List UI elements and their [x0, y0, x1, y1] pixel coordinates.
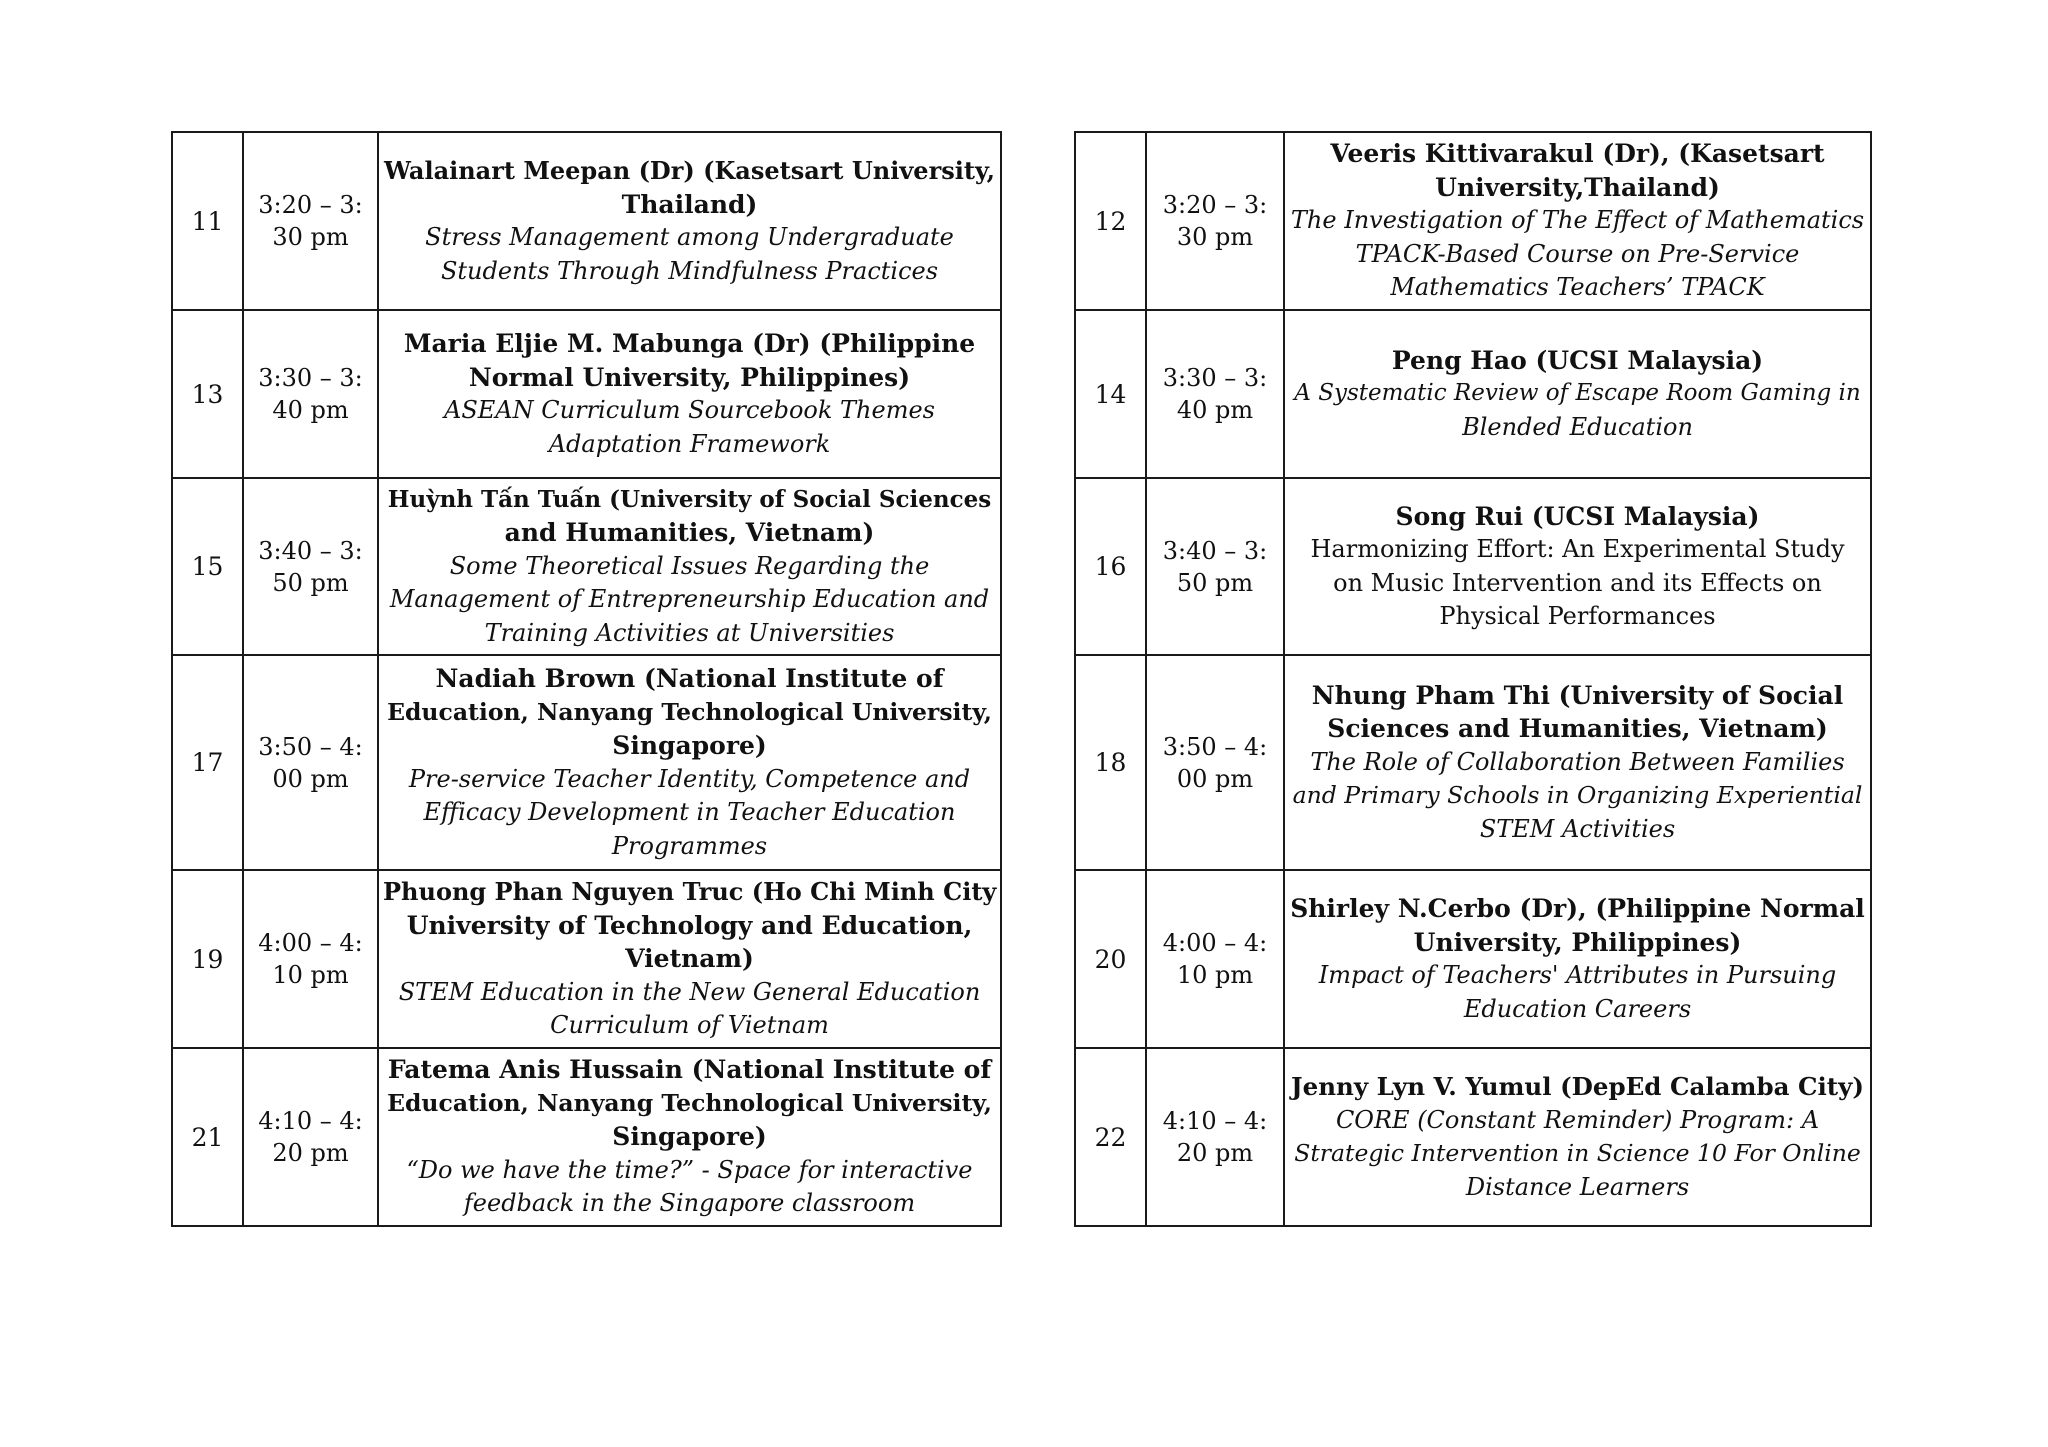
time-slot: 4:10 – 4: 20 pm: [1146, 1048, 1284, 1226]
presentation-title: ASEAN Curriculum Sourcebook Themes Adaptation Framework: [444, 396, 935, 458]
presentation-title: Stress Management among Undergraduate Students Through Mindfulness Practices: [425, 223, 954, 285]
session-number: 22: [1075, 1048, 1146, 1226]
presentation-details: [1284, 1048, 1871, 1226]
table-row: [1075, 870, 1871, 1048]
table-row: [1075, 655, 1871, 870]
presentation-title: The Role of Collaboration Between Families and Primary Schools in Organizing Experiential STEM Activities: [1292, 747, 1863, 843]
time-slot: 3:20 – 3: 30 pm: [1146, 132, 1284, 310]
time-slot: 4:00 – 4: 10 pm: [243, 870, 378, 1048]
presentation-details: [1284, 132, 1871, 310]
table-row: [172, 132, 1001, 310]
table-row: [172, 870, 1001, 1048]
schedule-table-left: [171, 131, 1002, 1227]
speaker-name: Walainart Meepan (Dr) (Kasetsart University, Thailand): [384, 156, 995, 219]
presentation-details: [378, 1048, 1001, 1226]
presentation-details: [1284, 310, 1871, 478]
table-row: [172, 310, 1001, 478]
speaker-name: Huỳnh Tấn Tuấn (University of Social Sciences and Humanities, Vietnam): [387, 485, 992, 548]
time-slot: 3:30 – 3: 40 pm: [243, 310, 378, 478]
presentation-details: [378, 132, 1001, 310]
presentation-details: [378, 870, 1001, 1048]
presentation-title: Harmonizing Effort: An Experimental Study on Music Intervention and its Effects on Physical Performances: [1310, 535, 1845, 630]
presentation-title: A Systematic Review of Escape Room Gaming in Blended Education: [1294, 380, 1861, 441]
speaker-name: Shirley N.Cerbo (Dr), (Philippine Normal University, Philippines): [1290, 894, 1865, 957]
table-row: [1075, 310, 1871, 478]
speaker-name: Nhung Pham Thi (University of Social Sciences and Humanities, Vietnam): [1311, 680, 1844, 744]
table-row: [1075, 1048, 1871, 1226]
time-slot: 4:00 – 4: 10 pm: [1146, 870, 1284, 1048]
session-number: 13: [172, 310, 243, 478]
session-number: 17: [172, 655, 243, 870]
presentation-title: CORE (Constant Reminder) Program: A Strategic Intervention in Science 10 For Online Distance Learners: [1294, 1105, 1861, 1201]
speaker-name: Jenny Lyn V. Yumul (DepEd Calamba City): [1291, 1072, 1864, 1101]
session-number: 20: [1075, 870, 1146, 1048]
time-slot: 3:20 – 3: 30 pm: [243, 132, 378, 310]
speaker-name: Phuong Phan Nguyen Truc (Ho Chi Minh City University of Technology and Education, Vietnam): [383, 877, 997, 974]
speaker-name: Fatema Anis Hussain (National Institute of Education, Nanyang Technological University, Singapore): [387, 1055, 992, 1152]
time-slot: 4:10 – 4: 20 pm: [243, 1048, 378, 1226]
session-number: 16: [1075, 478, 1146, 655]
presentation-details: [1284, 870, 1871, 1048]
presentation-title: Pre-service Teacher Identity, Competence and Efficacy Development in Teacher Education Programmes: [408, 764, 971, 860]
session-number: 21: [172, 1048, 243, 1226]
session-number: 19: [172, 870, 243, 1048]
presentation-details: [378, 310, 1001, 478]
time-slot: 3:50 – 4: 00 pm: [243, 655, 378, 870]
presentation-title: STEM Education in the New General Education Curriculum of Vietnam: [398, 977, 981, 1040]
presentation-title: “Do we have the time?” - Space for interactive feedback in the Singapore classroom: [406, 1155, 973, 1218]
presentation-title: The Investigation of The Effect of Mathematics TPACK-Based Course on Pre-Service Mathematics Teachers’ TPACK: [1290, 206, 1865, 302]
speaker-name: Peng Hao (UCSI Malaysia): [1391, 345, 1764, 375]
time-slot: 3:40 – 3: 50 pm: [243, 478, 378, 655]
time-slot: 3:40 – 3: 50 pm: [1146, 478, 1284, 655]
table-row: [172, 1048, 1001, 1226]
schedule-table-right: [1074, 131, 1872, 1227]
presentation-details: [1284, 478, 1871, 655]
speaker-name: Nadiah Brown (National Institute of Education, Nanyang Technological University, Singapore): [387, 664, 992, 760]
speaker-name: Song Rui (UCSI Malaysia): [1395, 501, 1760, 531]
speaker-name: Veeris Kittivarakul (Dr), (Kasetsart University,Thailand): [1330, 139, 1825, 202]
table-row: [1075, 132, 1871, 310]
session-number: 12: [1075, 132, 1146, 310]
presentation-title: Impact of Teachers' Attributes in Pursuing Education Careers: [1318, 961, 1837, 1023]
table-row: [172, 655, 1001, 870]
table-row: [1075, 478, 1871, 655]
time-slot: 3:30 – 3: 40 pm: [1146, 310, 1284, 478]
presentation-details: [378, 655, 1001, 870]
session-number: 11: [172, 132, 243, 310]
presentation-details: [378, 478, 1001, 655]
session-number: 14: [1075, 310, 1146, 478]
presentation-details: [1284, 655, 1871, 870]
session-number: 18: [1075, 655, 1146, 870]
session-number: 15: [172, 478, 243, 655]
time-slot: 3:50 – 4: 00 pm: [1146, 655, 1284, 870]
speaker-name: Maria Eljie M. Mabunga (Dr) (Philippine Normal University, Philippines): [403, 329, 976, 392]
table-row: [172, 478, 1001, 655]
presentation-title: Some Theoretical Issues Regarding the Management of Entrepreneurship Education and Training Activities at Universities: [389, 551, 990, 647]
